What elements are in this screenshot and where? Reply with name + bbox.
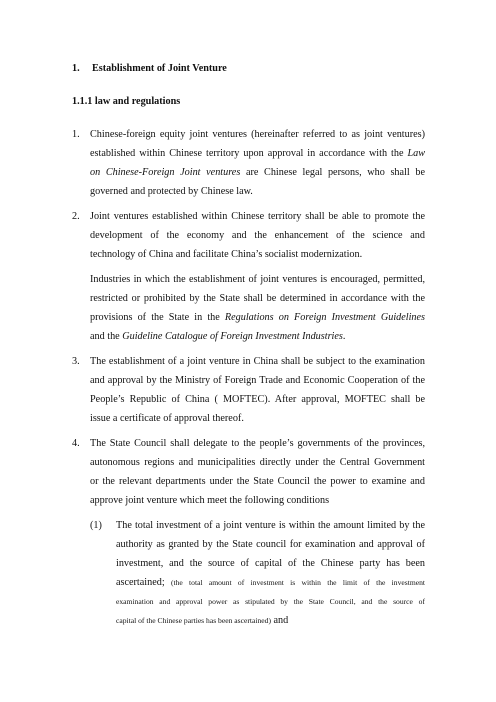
item-line: or the relevant departments under the State Council the power to examine and <box>90 476 425 487</box>
item-line: Chinese-foreign equity joint ventures (hereinafter referred to as joint ventures) <box>90 129 425 140</box>
item-line: provisions of the State in the Regulations on Foreign Investment Guidelines <box>90 312 426 323</box>
item-line: and the Guideline Catalogue of Foreign Investment Industries. <box>90 331 346 342</box>
item-line: autonomous regions and municipalities directly under the Central Government <box>90 457 425 468</box>
list-item-1 <box>72 125 425 201</box>
item-number: 2. <box>72 211 80 222</box>
item-line: on Chinese-Foreign Joint ventures are Chinese legal persons, who shall be <box>90 167 425 178</box>
item-line: People’s Republic of China ( MOFTEC). After approval, MOFTEC shall be <box>90 394 425 405</box>
section-heading <box>72 63 227 74</box>
item-line: established within Chinese territory upon approval in accordance with the Law <box>90 148 425 159</box>
sub-item-line: ascertained; (the total amount of investment is within the limit of the investment <box>116 577 425 588</box>
item-line: development of the economy and the enhancement of the science and <box>90 230 425 241</box>
list-item-2-continuation <box>72 270 425 346</box>
sub-item-line: capital of the Chinese parties has been ascertained) and <box>116 615 289 626</box>
list-item-4 <box>72 434 425 510</box>
item-line: governed and protected by Chinese law. <box>90 186 253 197</box>
item-line: and approval by the Ministry of Foreign Trade and Economic Cooperation of the <box>90 375 425 386</box>
item-number: 1. <box>72 129 80 140</box>
list-item-2 <box>72 207 425 264</box>
item-line: The State Council shall delegate to the people’s governments of the provinces, <box>90 438 425 449</box>
sub-item-line: examination and approval power as stipulated by the State Council, and the source of <box>116 597 425 606</box>
list-item-3 <box>72 352 425 428</box>
sub-item-1 <box>90 516 425 630</box>
section-title: Establishment of Joint Venture <box>92 63 227 74</box>
item-line: Industries in which the establishment of joint ventures is encouraged, permitted, <box>90 274 425 285</box>
item-number: 3. <box>72 356 80 367</box>
item-number: 4. <box>72 438 80 449</box>
sub-item-line: The total investment of a joint venture is within the amount limited by the <box>116 520 425 531</box>
item-line: Joint ventures established within Chinese territory shall be able to promote the <box>90 211 425 222</box>
item-line: technology of China and facilitate China’s socialist modernization. <box>90 249 363 260</box>
item-line: The establishment of a joint venture in China shall be subject to the examination <box>90 356 425 367</box>
item-line: issue a certificate of approval thereof. <box>90 413 244 424</box>
sub-item-number: (1) <box>90 520 102 531</box>
sub-item-line: authority as granted by the State council for examination and approval of <box>116 539 425 550</box>
section-number: 1. <box>72 63 80 74</box>
item-line: restricted or prohibited by the State shall be determined in accordance with the <box>90 293 425 304</box>
sub-item-line: investment, and the source of capital of the Chinese party has been <box>116 558 425 569</box>
subsection-heading: 1.1.1 law and regulations <box>72 96 181 107</box>
item-line: approve joint venture which meet the following conditions <box>90 495 330 506</box>
